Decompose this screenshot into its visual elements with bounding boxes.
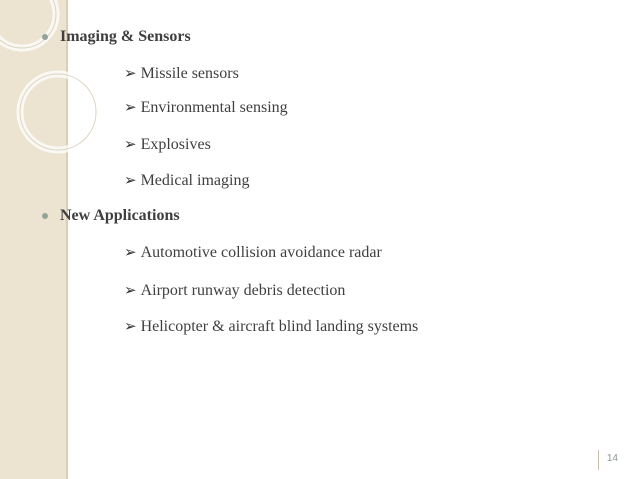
arrow-bullet-icon: ➢ (124, 136, 137, 153)
arrow-bullet-icon: ➢ (124, 318, 137, 335)
round-bullet-icon (42, 213, 48, 219)
arrow-bullet-icon: ➢ (124, 172, 137, 189)
arrow-bullet-icon: ➢ (124, 99, 137, 116)
list-item (124, 172, 249, 190)
arrow-bullet-icon: ➢ (124, 65, 137, 82)
list-item-text: Environmental sensing (140, 99, 288, 116)
list-item-text: Missile sensors (140, 65, 239, 82)
round-bullet-icon (42, 34, 48, 40)
list-item-text: Explosives (140, 136, 211, 153)
list-item (124, 65, 239, 83)
list-item (124, 136, 211, 154)
page-number-divider (598, 450, 599, 470)
list-item-text: Airport runway debris detection (140, 282, 346, 299)
list-item (124, 282, 345, 300)
page-number: 14 (606, 453, 618, 464)
arrow-bullet-icon: ➢ (124, 244, 137, 261)
section-heading-applications (42, 207, 180, 225)
list-item (124, 318, 418, 336)
list-item-text: Helicopter & aircraft blind landing systems (140, 318, 419, 335)
section-heading-text: Imaging & Sensors (60, 28, 191, 45)
list-item-text: Medical imaging (140, 172, 250, 189)
section-heading-imaging (42, 28, 191, 46)
section-heading-text: New Applications (60, 207, 180, 224)
list-item-text: Automotive collision avoidance radar (140, 244, 382, 261)
arrow-bullet-icon: ➢ (124, 282, 137, 299)
list-item (124, 244, 382, 262)
list-item (124, 99, 288, 117)
